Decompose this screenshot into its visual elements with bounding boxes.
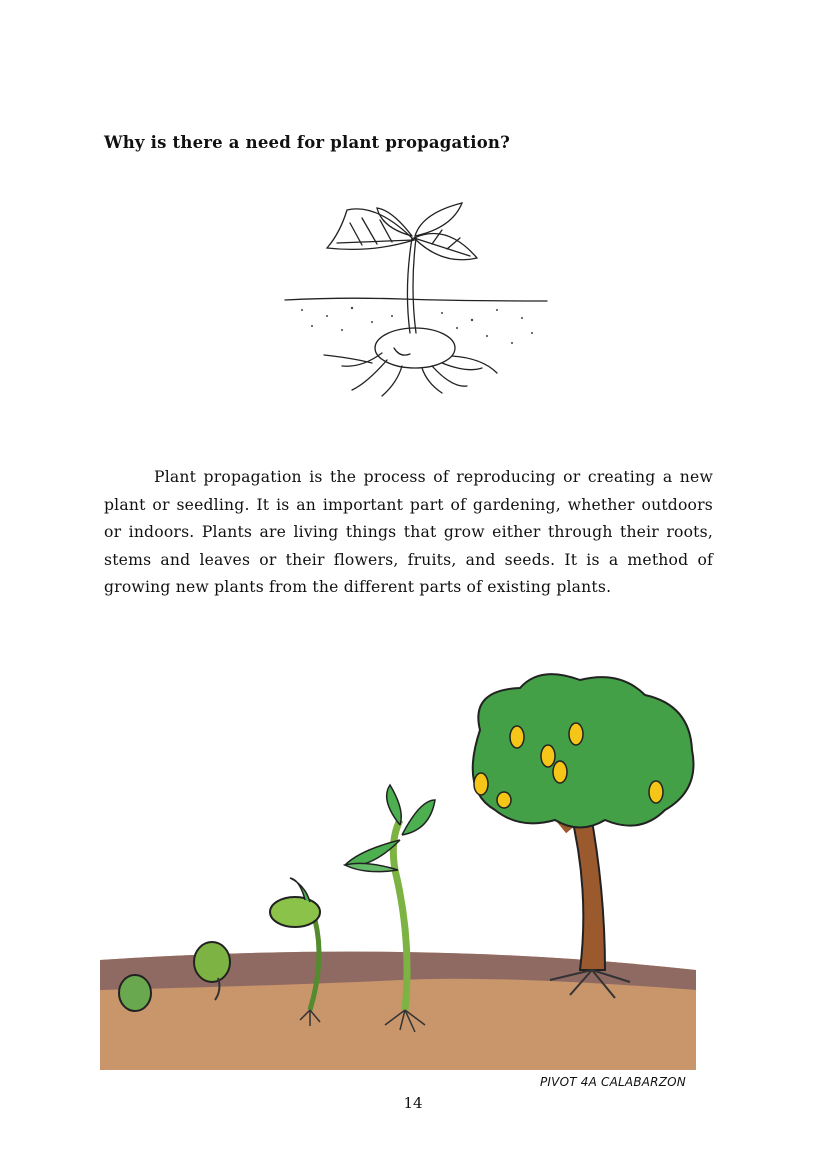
seedling-sketch-illustration	[282, 198, 552, 403]
body-paragraph: Plant propagation is the process of reproducing or creating a new plant or seedling. It is an important part of gardening, whether outdoors or indoors. Plants are living things that grow either through their roots, stems and leaves or their flowers, fruits, and seeds. It is a method of growing new plants from the different parts of existing plants.	[104, 468, 713, 597]
footer-label: PIVOT 4A CALABARZON	[540, 1075, 686, 1089]
section-heading: Why is there a need for plant propagation?	[104, 133, 510, 152]
page-number: 14	[403, 1094, 423, 1112]
plant-growth-stages-illustration	[100, 670, 696, 1070]
